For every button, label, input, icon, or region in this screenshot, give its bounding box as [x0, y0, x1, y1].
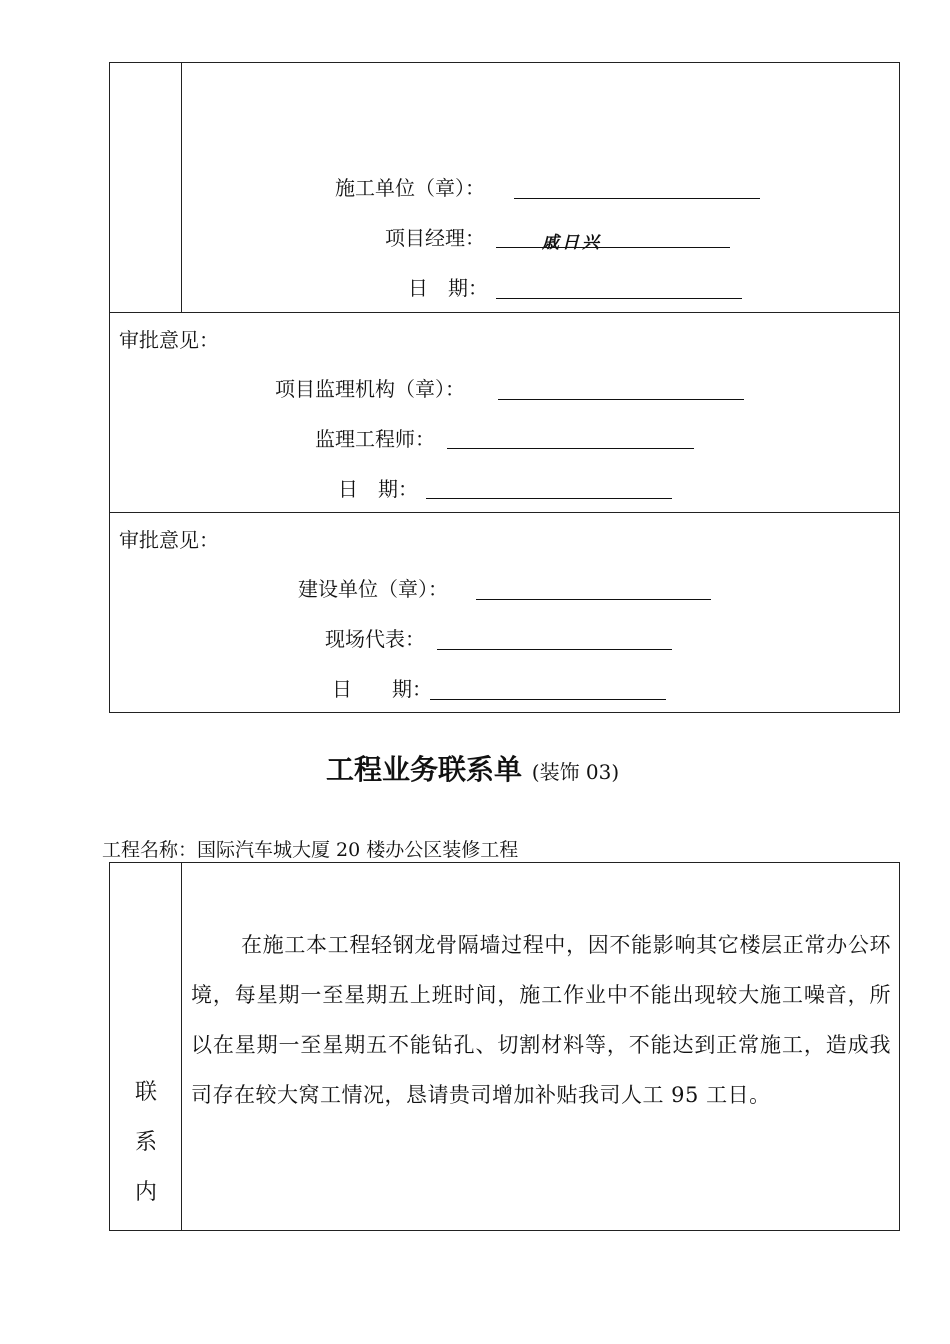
form-subtitle: (装饰 03): [531, 760, 620, 784]
construction-unit-label: 施工单位（章）：: [335, 176, 485, 200]
content-body: 在施工本工程轻钢龙骨隔墙过程中，因不能影响其它楼层正常办公环境，每星期一至星期五上班时间，施工作业中不能出现较大施工噪音，所以在星期一至星期五不能钻孔、切割材料等，不能达到正常施工，造成我司存在较大窝工情况，恳请贵司增加补贴我司人工 95 工日。: [191, 933, 891, 1107]
supervision-date-label: 日 期：: [338, 477, 418, 501]
construction-unit-line: [514, 198, 760, 199]
supervision-org-line: [498, 399, 744, 400]
form-title: 工程业务联系单: [326, 753, 523, 786]
content-table-column-divider: [181, 862, 182, 1231]
supervision-engineer-label: 监理工程师：: [315, 427, 435, 451]
project-manager-signature: 戚日兴: [542, 233, 602, 253]
owner-opinion-label: 审批意见：: [119, 528, 219, 552]
supervision-date-line: [426, 498, 672, 499]
owner-rep-line: [437, 649, 672, 650]
owner-rep-label: 现场代表：: [325, 627, 425, 651]
construction-date-line: [496, 298, 742, 299]
supervision-engineer-line: [447, 448, 694, 449]
owner-date-line: [430, 699, 666, 700]
supervision-opinion-label: 审批意见：: [119, 328, 219, 352]
top-table: [109, 62, 900, 713]
row-divider-1: [109, 312, 900, 313]
project-manager-label: 项目经理：: [385, 226, 485, 250]
project-manager-line: [496, 247, 730, 248]
owner-unit-label: 建设单位（章）：: [298, 577, 448, 601]
row-divider-2: [109, 512, 900, 513]
side-label-char-3: 内: [134, 1180, 157, 1205]
form-title-block: [326, 748, 619, 788]
supervision-org-label: 项目监理机构（章）：: [275, 377, 465, 401]
owner-date-label: 日 期：: [332, 677, 432, 701]
side-label-char-1: 联: [134, 1080, 157, 1105]
side-label-char-2: 系: [134, 1130, 157, 1155]
owner-unit-line: [476, 599, 711, 600]
top-table-column-divider: [181, 62, 182, 312]
project-name: 工程名称：国际汽车城大厦 20 楼办公区装修工程: [102, 839, 519, 861]
construction-date-label: 日 期：: [408, 276, 488, 300]
